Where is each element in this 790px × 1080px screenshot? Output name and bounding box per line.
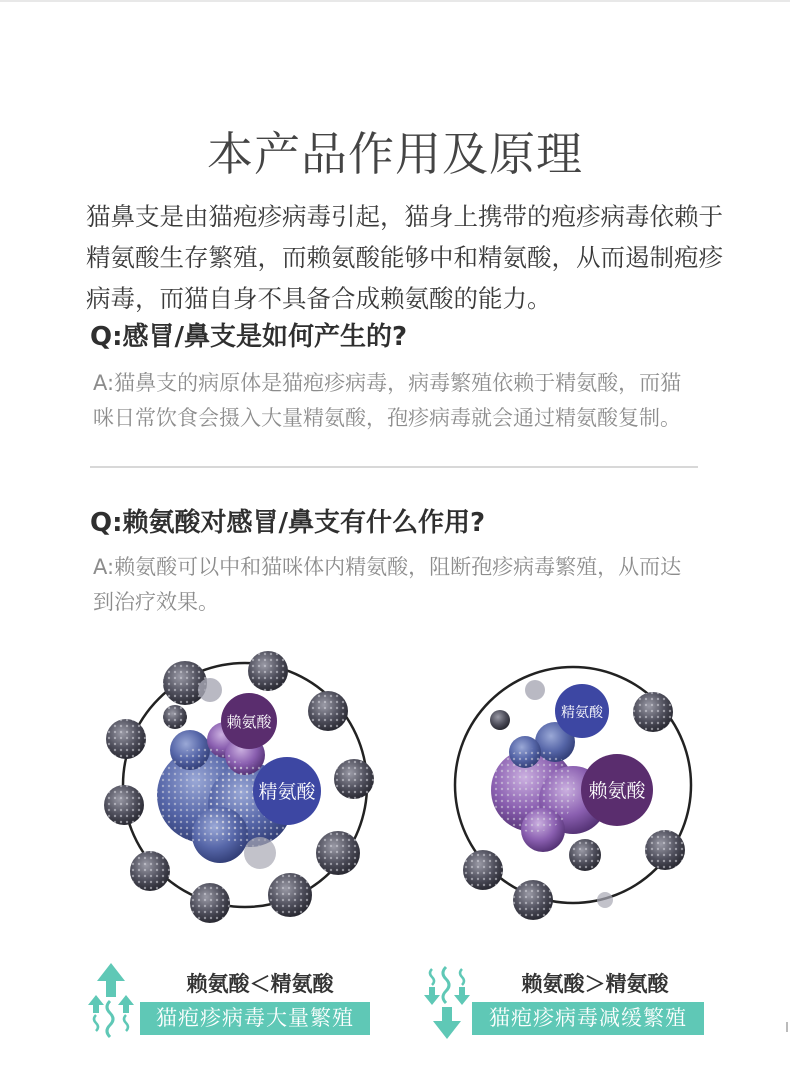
lysine-label: 赖氨酸 — [226, 713, 272, 731]
intro-paragraph — [86, 196, 726, 319]
answer-line: 咪日常饮食会摄入大量精氨酸，孢疹病毒就会通过精氨酸复制。 — [93, 406, 681, 430]
arginine-label: 精氨酸 — [561, 705, 603, 721]
left-virus-diagram — [100, 645, 390, 935]
faq-question-1: Q:感冒/鼻支是如何产生的? — [90, 322, 408, 352]
intro-line: 病毒，而猫自身不具备合成赖氨酸的能力。 — [86, 284, 552, 313]
right-result-banner: 猫疱疹病毒减缓繁殖 — [472, 1002, 704, 1035]
faq-answer-1 — [93, 366, 703, 436]
page-title: 本产品作用及原理 — [207, 127, 583, 181]
intro-line: 猫鼻支是由猫疱疹病毒引起，猫身上携带的疱疹病毒依赖于 — [86, 202, 723, 231]
arrows-down-icon — [424, 963, 470, 1039]
edge-mark — [786, 1022, 788, 1032]
answer-line: A:赖氨酸可以中和猫咪体内精氨酸，阻断孢疹病毒繁殖，从而达 — [93, 555, 682, 579]
faq-question-2: Q:赖氨酸对感冒/鼻支有什么作用? — [90, 508, 486, 538]
answer-line: A:猫鼻支的病原体是猫疱疹病毒，病毒繁殖依赖于精氨酸，而猫 — [93, 371, 682, 395]
intro-line: 精氨酸生存繁殖，而赖氨酸能够中和精氨酸，从而遏制疱疹 — [86, 243, 723, 272]
right-comparison: 赖氨酸＞精氨酸 — [521, 972, 669, 996]
faq-answer-2 — [93, 550, 703, 620]
lysine-label: 赖氨酸 — [588, 780, 646, 802]
top-divider — [0, 0, 790, 2]
right-virus-diagram — [445, 660, 705, 930]
left-result-banner: 猫疱疹病毒大量繁殖 — [140, 1002, 370, 1035]
left-comparison: 赖氨酸＜精氨酸 — [186, 972, 334, 996]
arginine-label: 精氨酸 — [258, 781, 316, 803]
answer-line: 到治疗效果。 — [93, 590, 219, 614]
arrows-up-icon — [88, 963, 134, 1039]
section-divider — [90, 466, 698, 468]
